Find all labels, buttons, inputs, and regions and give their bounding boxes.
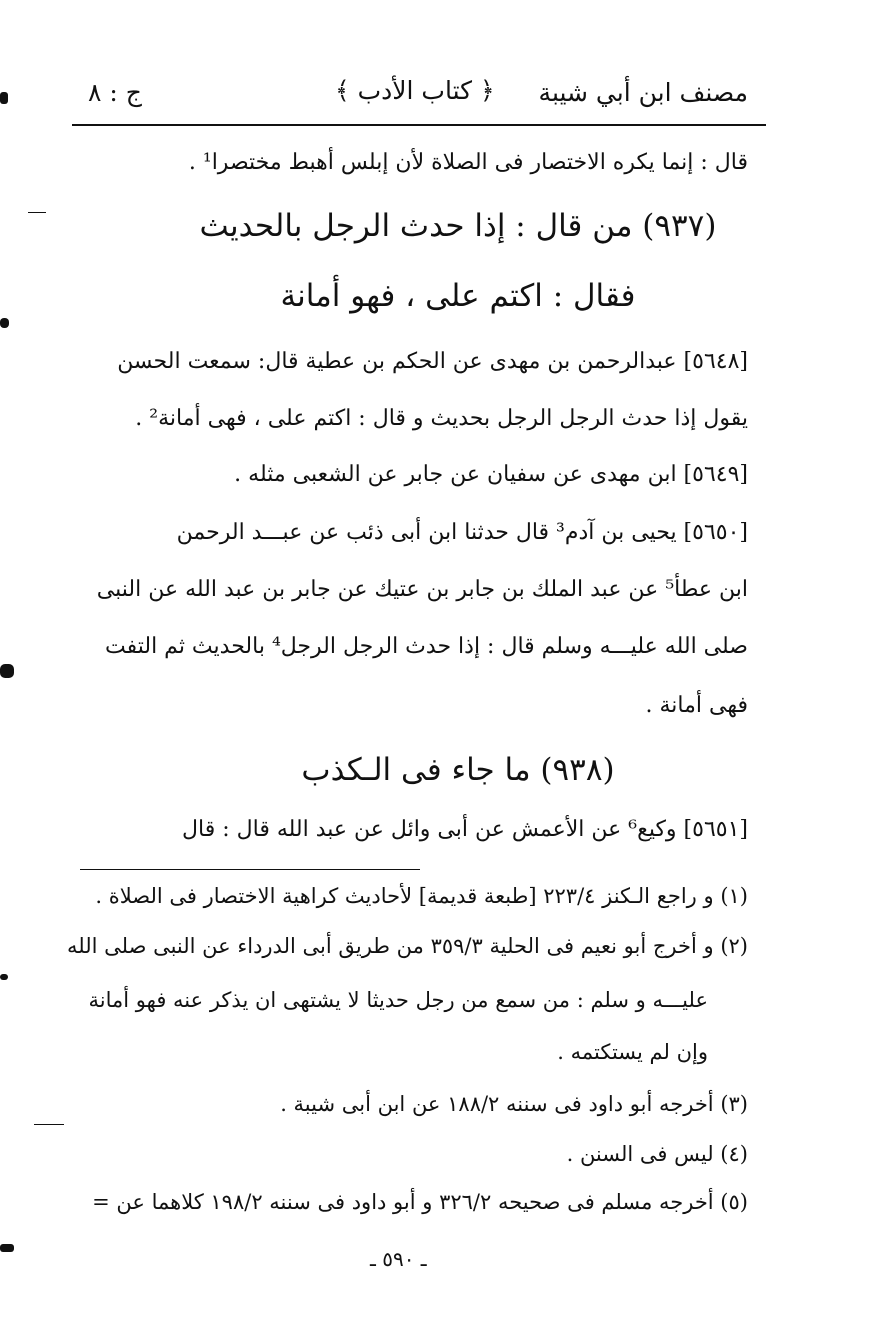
footnote-5: (٥) أخرجه مسلم فى صحيحه ٣٢٦/٢ و أبو داود فى سننه ١٩٨/٢ كلاهما عن = bbox=[92, 1190, 748, 1214]
hadith-5648-line: [٥٦٤٨] عبدالرحمن بن مهدى عن الحكم بن عطية قال: سمعت الحسن bbox=[117, 349, 748, 374]
scan-mark bbox=[28, 212, 46, 213]
scan-mark bbox=[0, 664, 14, 678]
section-heading: (٩٣٧) من قال : إذا حدث الرجل بالحديث bbox=[199, 208, 717, 244]
footnote-2-continued: عليـــه و سلم : من سمع من رجل حديثا لا يشتهى ان يذكر عنه فهو أمانة bbox=[88, 988, 708, 1012]
footnote-rule bbox=[80, 869, 420, 870]
footnote-3: (٣) أخرجه أبو داود فى سننه ١٨٨/٢ عن ابن أبى شيبة . bbox=[280, 1092, 748, 1116]
hadith-5648-line: يقول إذا حدث الرجل الرجل بحديث و قال : اكتم على ، فهى أمانة² . bbox=[135, 406, 748, 431]
scan-mark bbox=[0, 1244, 14, 1252]
text-line: قال : إنما يكره الاختصار فى الصلاة لأن إبلس أهبط مختصرا¹ . bbox=[188, 150, 748, 175]
section-heading-continued: فقال : اكتم على ، فهو أمانة bbox=[280, 278, 636, 314]
scan-mark bbox=[0, 318, 9, 328]
book-title: مصنف ابن أبي شيبة bbox=[538, 78, 748, 107]
scan-mark bbox=[34, 1124, 64, 1125]
hadith-5650-line: صلى الله عليـــه وسلم قال : إذا حدث الرجل الرجل⁴ بالحديث ثم التفت bbox=[105, 634, 748, 659]
section-heading: (٩٣٨) ما جاء فى الـكذب bbox=[301, 752, 615, 788]
header-rule bbox=[72, 124, 766, 126]
page-number: ـ ٥٩٠ ـ bbox=[370, 1247, 427, 1271]
footnote-4: (٤) ليس فى السنن . bbox=[566, 1142, 748, 1166]
footnote-2-continued: وإن لم يستكتمه . bbox=[557, 1040, 708, 1064]
footnote-2: (٢) و أخرج أبو نعيم فى الحلية ٣٥٩/٣ من طريق أبى الدرداء عن النبى صلى الله bbox=[67, 934, 748, 958]
chapter-title: ﴿ كتاب الأدب ﴾ bbox=[335, 76, 495, 105]
scan-mark bbox=[0, 974, 8, 980]
hadith-5649-line: [٥٦٤٩] ابن مهدى عن سفيان عن جابر عن الشعبى مثله . bbox=[234, 462, 748, 487]
hadith-5651-line: [٥٦٥١] وكيع⁶ عن الأعمش عن أبى وائل عن عبد الله قال : قال bbox=[182, 817, 748, 842]
hadith-5650-line: فهى أمانة . bbox=[645, 693, 748, 718]
footnote-1: (١) و راجع الـكنز ٢٢٣/٤ [طبعة قديمة] لأحاديث كراهية الاختصار فى الصلاة . bbox=[95, 884, 748, 908]
hadith-5650-line: [٥٦٥٠] يحيى بن آدم³ قال حدثنا ابن أبى ذئب عن عبـــد الرحمن bbox=[176, 520, 748, 545]
scan-mark bbox=[0, 92, 8, 104]
volume-label: ج : ٨ bbox=[88, 78, 142, 107]
hadith-5650-line: ابن عطأ⁵ عن عبد الملك بن جابر بن عتيك عن جابر بن عبد الله عن النبى bbox=[96, 577, 748, 602]
